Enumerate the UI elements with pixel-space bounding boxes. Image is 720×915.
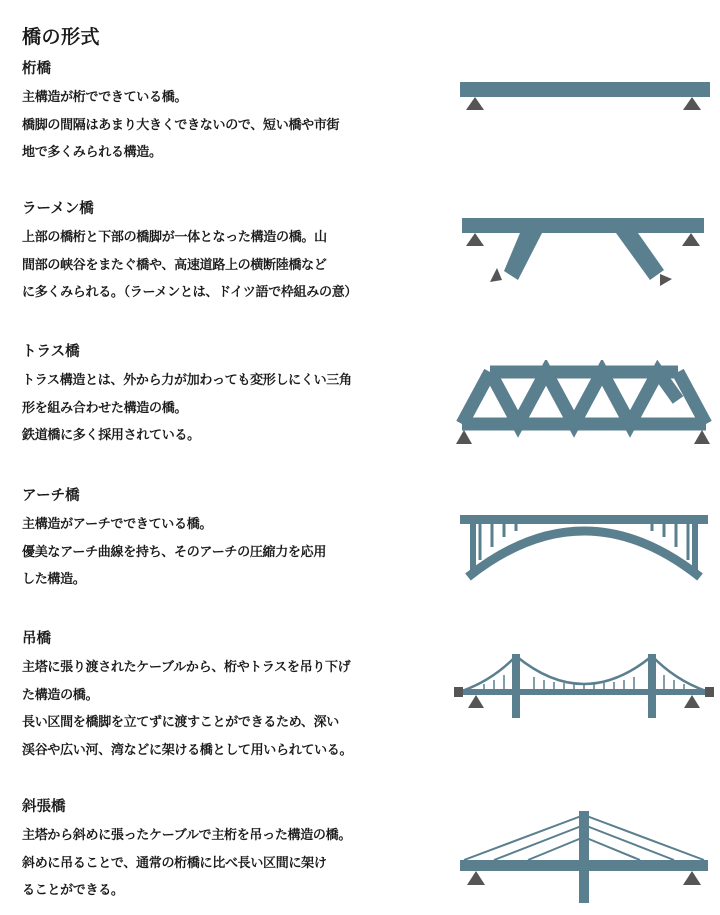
description-line: 渓谷や広い河、湾などに架ける橋として用いられている。 — [22, 742, 353, 758]
page-title: 橋の形式 — [22, 26, 101, 48]
description-line: 間部の峡谷をまたぐ橋や、高速道路上の横断陸橋など — [22, 257, 327, 273]
description-line: 形を組み合わせた構造の橋。 — [22, 400, 188, 416]
section-heading: 斜張橋 — [22, 799, 66, 815]
description-line: 橋脚の間隔はあまり大きくできないので、短い橋や市街 — [22, 117, 340, 133]
section-heading: アーチ橋 — [22, 488, 80, 504]
truss-bridge-diagram — [448, 360, 720, 450]
description-line: 主構造が桁でできている橋。 — [22, 90, 188, 105]
rigid-frame-bridge-diagram — [448, 208, 720, 293]
girder-bridge-diagram — [448, 72, 720, 122]
description-line: 優美なアーチ曲線を持ち、そのアーチの圧縮力を応用 — [22, 544, 327, 560]
description-line: トラス構造とは、外から力が加わっても変形しにくい三角 — [22, 373, 352, 388]
suspension-bridge-diagram — [448, 650, 720, 720]
section-truss-bridge — [22, 340, 422, 450]
description-line: 長い区間を橋脚を立てずに渡すことができるため、深い — [22, 715, 339, 730]
description-line: ることができる。 — [22, 883, 124, 898]
description-line: 主構造がアーチでできている橋。 — [22, 517, 213, 532]
description-line: た構造の橋。 — [22, 687, 99, 703]
section-heading: トラス橋 — [22, 344, 80, 360]
description-line: 上部の橋桁と下部の橋脚が一体となった構造の橋。山 — [22, 230, 327, 245]
section-arch-bridge — [22, 484, 422, 594]
section-girder-bridge — [22, 57, 422, 167]
arch-bridge-diagram — [448, 505, 720, 590]
description-line: した構造。 — [22, 572, 86, 587]
section-cable-stayed-bridge — [22, 795, 422, 905]
section-suspension-bridge — [22, 627, 422, 764]
section-rigid-frame-bridge — [22, 197, 422, 307]
description-line: 主塔から斜めに張ったケーブルで主桁を吊った構造の橋。 — [22, 828, 352, 843]
description-line: に多くみられる。（ラーメンとは、ドイツ語で枠組みの意） — [22, 285, 358, 300]
description-line: 斜めに吊ることで、通常の桁橋に比べ長い区間に架け — [22, 855, 327, 871]
description-line: 地で多くみられる構造。 — [22, 145, 162, 160]
description-line: 主塔に張り渡されたケーブルから、桁やトラスを吊り下げ — [22, 660, 351, 675]
section-heading: 桁橋 — [22, 61, 51, 77]
section-heading: ラーメン橋 — [22, 201, 94, 217]
cable-stayed-bridge-diagram — [448, 805, 720, 905]
description-line: 鉄道橋に多く採用されている。 — [22, 428, 200, 443]
section-heading: 吊橋 — [22, 631, 51, 647]
